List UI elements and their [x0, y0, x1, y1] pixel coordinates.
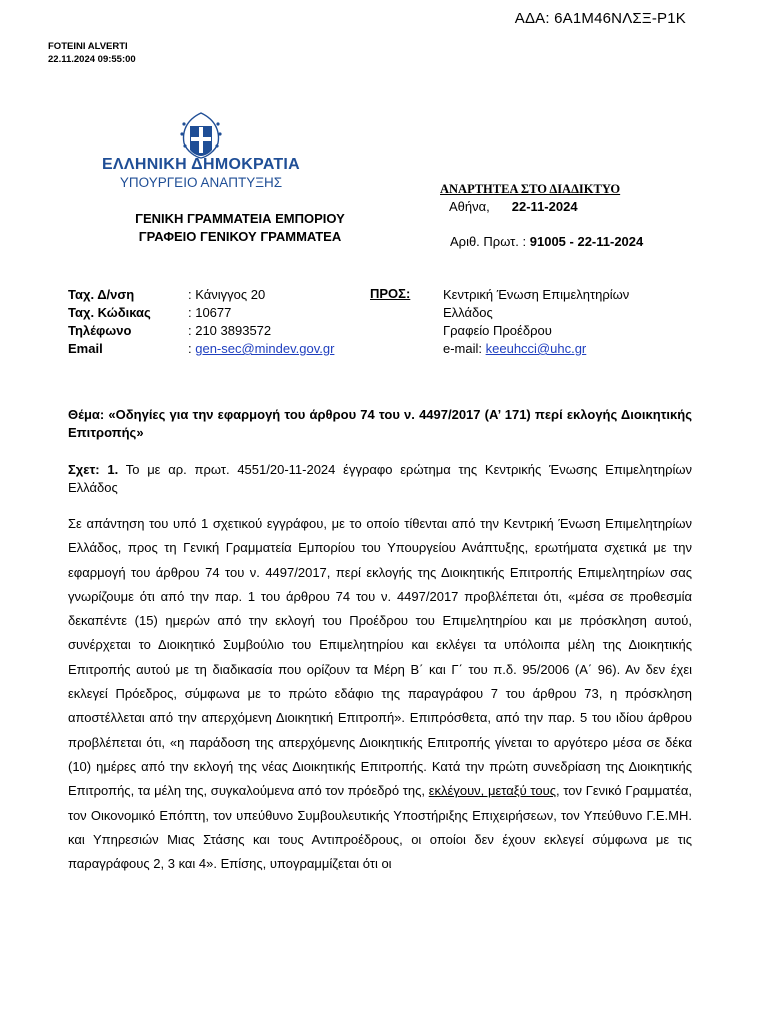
department-block: [110, 210, 370, 246]
to-label: ΠΡΟΣ:: [370, 286, 411, 301]
protocol-value: 91005 - 22-11-2024: [529, 234, 644, 249]
address-label: Ταχ. Δ/νση: [68, 287, 135, 302]
place: Αθήνα,: [449, 199, 490, 214]
postcode-value: : 10677: [188, 305, 232, 320]
postcode-row: [68, 304, 368, 322]
document-date: 22-11-2024: [511, 199, 578, 214]
body-underlined-phrase: εκλέγουν, μεταξύ τους: [428, 783, 556, 799]
greek-state-emblem-icon: [176, 110, 226, 160]
protocol-number: [450, 234, 643, 249]
email-label: Email: [68, 341, 103, 356]
signer-timestamp: 22.11.2024 09:55:00: [48, 54, 136, 65]
recipient-block: [443, 286, 683, 358]
phone-value: : 210 3893572: [188, 323, 272, 338]
related-text: Το με αρ. πρωτ. 4551/20-11-2024 έγγραφο ερώτημα της Κεντρικής Ένωσης Επιμελητηρίων Ελλάδος: [68, 462, 693, 495]
address-row: [68, 286, 368, 304]
phone-row: [68, 322, 368, 340]
body-text-part-2: , τον Γενικό Γραμματέα, τον Οικονομικό Επόπτη, τον υπεύθυνο Συμβουλευτικής Υποστήριξης Επιχειρήσεων, τον Υπεύθυνο Γ.Ε.ΜΗ. και Υπηρεσιών Μιας Στάσης και τους Αντιπροέδρους, οι οποίοι δεν έχουν εκλεγεί σύμφωνα με τις παραγράφους 2, 3 και 4». Επίσης, υπογραμμίζεται ότι οι: [68, 783, 692, 872]
recipient-email-link[interactable]: keeuhcci@uhc.gr: [485, 341, 587, 356]
address-value: : Κάνιγγος 20: [188, 287, 266, 302]
recipient-email-label: e-mail:: [443, 341, 486, 356]
ada-code: ΑΔΑ: 6Α1Μ46ΝΛΣΞ-Ρ1Κ: [514, 10, 686, 27]
postcode-label: Ταχ. Κώδικας: [68, 305, 151, 320]
office-name: ΓΡΑΦΕΙΟ ΓΕΝΙΚΟΥ ΓΡΑΜΜΑΤΕΑ: [138, 229, 342, 244]
recipient-line-3: Γραφείο Προέδρου: [443, 323, 552, 338]
general-secretariat: ΓΕΝΙΚΗ ΓΡΑΜΜΑΤΕΙΑ ΕΜΠΟΡΙΟΥ: [135, 211, 345, 226]
signer-name: FOTEINI ALVERTI: [48, 41, 128, 52]
sender-email-link[interactable]: gen-sec@mindev.gov.gr: [195, 341, 335, 356]
body-paragraph: [68, 512, 692, 876]
related-label: Σχετ: 1.: [68, 462, 119, 477]
body-text-part-1: Σε απάντηση του υπό 1 σχετικού εγγράφου, με το οποίο τίθενται από την Κεντρική Ένωση Επιμελητηρίων Ελλάδος, προς τη Γενική Γραμματεία Εμπορίου του Υπουργείου Ανάπτυξης, ερωτήματα σχετικά με την εφαρμογή του άρθρου 74 του ν. 4497/2017, περί εκλογής της Διοικητικής Επιτροπής Επιμελητηρίων σας γνωρίζουμε ότι από την παρ. 1 του άρθρου 74 του ν. 4497/2017 προβλέπεται ότι, «μέσα σε προθεσμία δεκαπέντε (15) ημερών από την εκλογή του Προέδρου του Επιμελητηρίου και με πρόσκληση αυτού, συνέρχεται το Διοικητικό Συμβούλιο του Επιμελητηρίου και εκλέγει τα υπόλοιπα μέλη της Διοικητικής Επιτροπής αυτού με τη διαδικασία που ορίζουν τα Μέρη Β΄ και Γ΄ του π.δ. 95/2006 (Α΄ 96). Αν δεν έχει εκλεγεί Πρόεδρος, σύμφωνα με το πρώτο εδάφιο της παραγράφου 7 του άρθρου 73, η πρόσκληση αποστέλλεται από την απερχόμενη Διοικητική Επιτροπή». Επιπρόσθετα, από την παρ. 5 του ιδίου άρθρου προβλέπεται ότι, «η παράδοση της απερχόμενης Διοικητικής Επιτροπής γίνεται το αργότερο μέσα σε δέκα (10) ημέρες από την εκλογή της νέας Διοικητικής Επιτροπής. Κατά την πρώτη συνεδρίαση της Διοικητικής Επιτροπής, τα μέλη της, συγκαλούμενα από τον πρόεδρό της,: [68, 516, 692, 799]
phone-label: Τηλέφωνο: [68, 323, 132, 338]
sender-contacts: [68, 286, 368, 358]
recipient-line-2: Ελλάδος: [443, 305, 493, 320]
email-prefix: :: [188, 341, 196, 356]
digital-signature-stamp: [48, 40, 136, 66]
related-reference: [68, 461, 692, 497]
publish-notice: ΑΝΑΡΤΗΤΕΑ ΣΤΟ ΔΙΑΔΙΚΤΥΟ: [440, 182, 621, 196]
protocol-label: Αριθ. Πρωτ. :: [450, 234, 527, 249]
recipient-line-1: Κεντρική Ένωση Επιμελητηρίων: [443, 287, 630, 302]
ministry-title: ΥΠΟΥΡΓΕΙΟ ΑΝΑΠΤΥΞΗΣ: [119, 175, 283, 190]
email-row: [68, 340, 368, 358]
subject-line: Θέμα: «Οδηγίες για την εφαρμογή του άρθρου 74 του ν. 4497/2017 (Α’ 171) περί εκλογής Διοικητικής Επιτροπής»: [68, 407, 692, 440]
republic-title: ΕΛΛΗΝΙΚΗ ΔΗΜΟΚΡΑΤΙΑ: [101, 156, 301, 173]
place-date: [449, 199, 578, 214]
